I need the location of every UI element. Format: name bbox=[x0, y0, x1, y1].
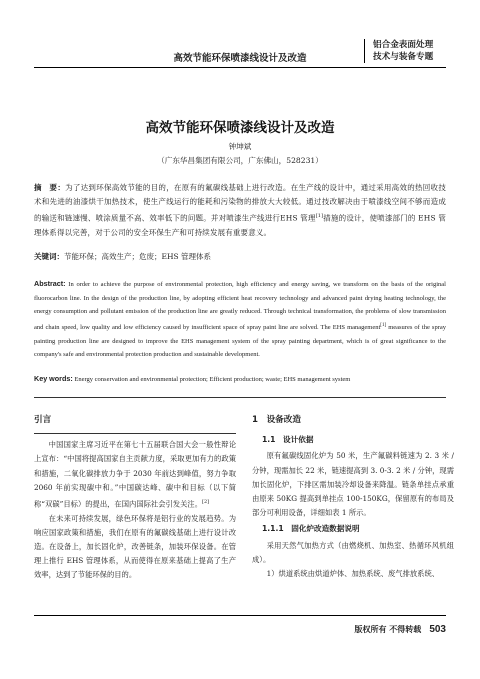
abstract-cn-text2: 措施的设计，使喷漆部门的 EHS 管理体系得以完善，对于公司的安全环保生产和可持续发展有重要意义。 bbox=[34, 213, 446, 237]
intro-heading: 引言 bbox=[34, 415, 52, 425]
section1-heading: 1 设备改造 bbox=[252, 415, 301, 425]
abstract-cn bbox=[34, 181, 446, 240]
section-tag-line2: 技术与装备专题 bbox=[373, 52, 434, 62]
abstract-en-text: In order to achieve the purpose of environmental protection, high efficiency and energy saving, we transform on the basis of the original fluorocarbon line. In the design of the production line, by adopting efficient heat recovery technology and advanced paint drying heating technology, the energy consumption and pollutant emission of the production line are greatly reduced. Through technical transformation, the problems of slow transmission and chain speed, low quality and low efficiency caused by insufficient space of spray paint line are solved. The EHS management bbox=[34, 281, 446, 331]
header-rule bbox=[34, 67, 446, 68]
abstract-en bbox=[34, 277, 446, 362]
abstract-en-ref: [1] bbox=[380, 322, 387, 328]
paper-title: 高效节能环保喷漆线设计及改造 bbox=[145, 120, 335, 136]
keywords-en-text: Energy conservation and environmental protection; Efficient production; waste; EHS management system bbox=[74, 376, 351, 383]
left-column bbox=[34, 413, 236, 583]
subsection-1-1-1-heading: 1.1.1 固化炉改造数据说明 bbox=[262, 524, 360, 534]
intro-paragraph-1 bbox=[34, 438, 236, 511]
footer-rule bbox=[34, 615, 446, 616]
intro-paragraph-2: 在未来可持续发展，绿色环保将是铝行业的发展趋势。为响应国家政策和措施，我们在原有的氟碳线基础上进行设计改造。在设备上，加长固化炉，改善链条，加装环保设备。在管理上推行 EHS 管理体系，从而使得在原来基础上提高了生产效率，达到了节能环保的目的。 bbox=[34, 513, 236, 580]
author-name: 钟坤斌 bbox=[228, 142, 252, 151]
subsection-1-1-heading: 1.1 设计依据 bbox=[262, 435, 314, 445]
right-column bbox=[252, 413, 454, 581]
author-affiliation: （广东华昌集团有限公司，广东佛山，528231） bbox=[157, 156, 323, 165]
running-header-title: 高效节能环保喷漆线设计及改造 bbox=[173, 53, 307, 64]
section1-paragraph-1: 原有氟碳线固化炉为 50 米，生产氟碳料链速为 2. 3 米 / 分钟，现需加长 22 米，链速提高到 3. 0-3. 2 米 / 分钟，现需加长固化炉，下排区需加装冷却设备来降温。链条单挂点承重 由原来 50KG 提高到单挂点 100-150KG，保留原有的布局及部分可利用设备，详细如表 1 所示。 bbox=[252, 451, 454, 518]
abstract-cn-text: 为了达到环保高效节能的目的，在原有的氟碳线基础上进行改造。在生产线的设计中，通过采用高效的热回收技术和先进的油漆烘干加热技术，使生产线运行的能耗和污染物的排放大大较低。通过技改解决由于喷漆线空间不够而造成的输送和链速慢、喷涂质量不高、效率低下的问题。并对喷漆生产线进行EHS 管理 bbox=[34, 183, 446, 223]
intro-heading-rule bbox=[34, 433, 236, 434]
intro-ref: [2] bbox=[202, 499, 210, 506]
abstract-cn-ref: [1] bbox=[315, 213, 324, 219]
copyright-notice: 版权所有 不得转载 bbox=[354, 624, 422, 634]
intro-paragraph-1-text: 中国国家主席习近平在第七十五届联合国大会一般性辩论上宣布：“中国将提高国家自主贡献力度，采取更加有力的政策和措施，二氧化碳排放力争于 2030 年前达到峰值，努力争取 2060 年前实现碳中和。”中国碳达峰、碳中和目标（以下简称“双碳”目标）的提出，在国内国际社会引发关注。 bbox=[34, 440, 236, 509]
abstract-en-label: Abstract: bbox=[34, 279, 66, 288]
abstract-en-text2: measures of the spray painting production line are designed to improve the EHS management system of the spray painting department, which is of great significance to the company's safe and environmental protection production and sustainable development. bbox=[34, 323, 446, 359]
section-tag-line1: 铝合金表面处理 bbox=[373, 40, 434, 50]
keywords-en bbox=[34, 374, 446, 383]
keywords-cn bbox=[34, 251, 446, 262]
keywords-cn-label: 关键词： bbox=[34, 252, 64, 261]
keywords-cn-text: 节能环保；高效生产；危废；EHS 管理体系 bbox=[64, 252, 212, 261]
section1-paragraph-2: 采用天然气加热方式（由燃烧机、加热室、热循环风机组成）。 bbox=[252, 540, 454, 564]
page-footer bbox=[260, 624, 446, 635]
abstract-cn-label: 摘 要： bbox=[34, 183, 66, 192]
section-tag bbox=[364, 39, 465, 63]
abstract-divider bbox=[34, 397, 446, 398]
keywords-en-label: Key words: bbox=[34, 374, 73, 383]
page-number: 503 bbox=[429, 624, 446, 635]
section1-paragraph-3: 1）烘道系统由烘道炉体、加热系统、废气排放系统、 bbox=[266, 569, 440, 579]
